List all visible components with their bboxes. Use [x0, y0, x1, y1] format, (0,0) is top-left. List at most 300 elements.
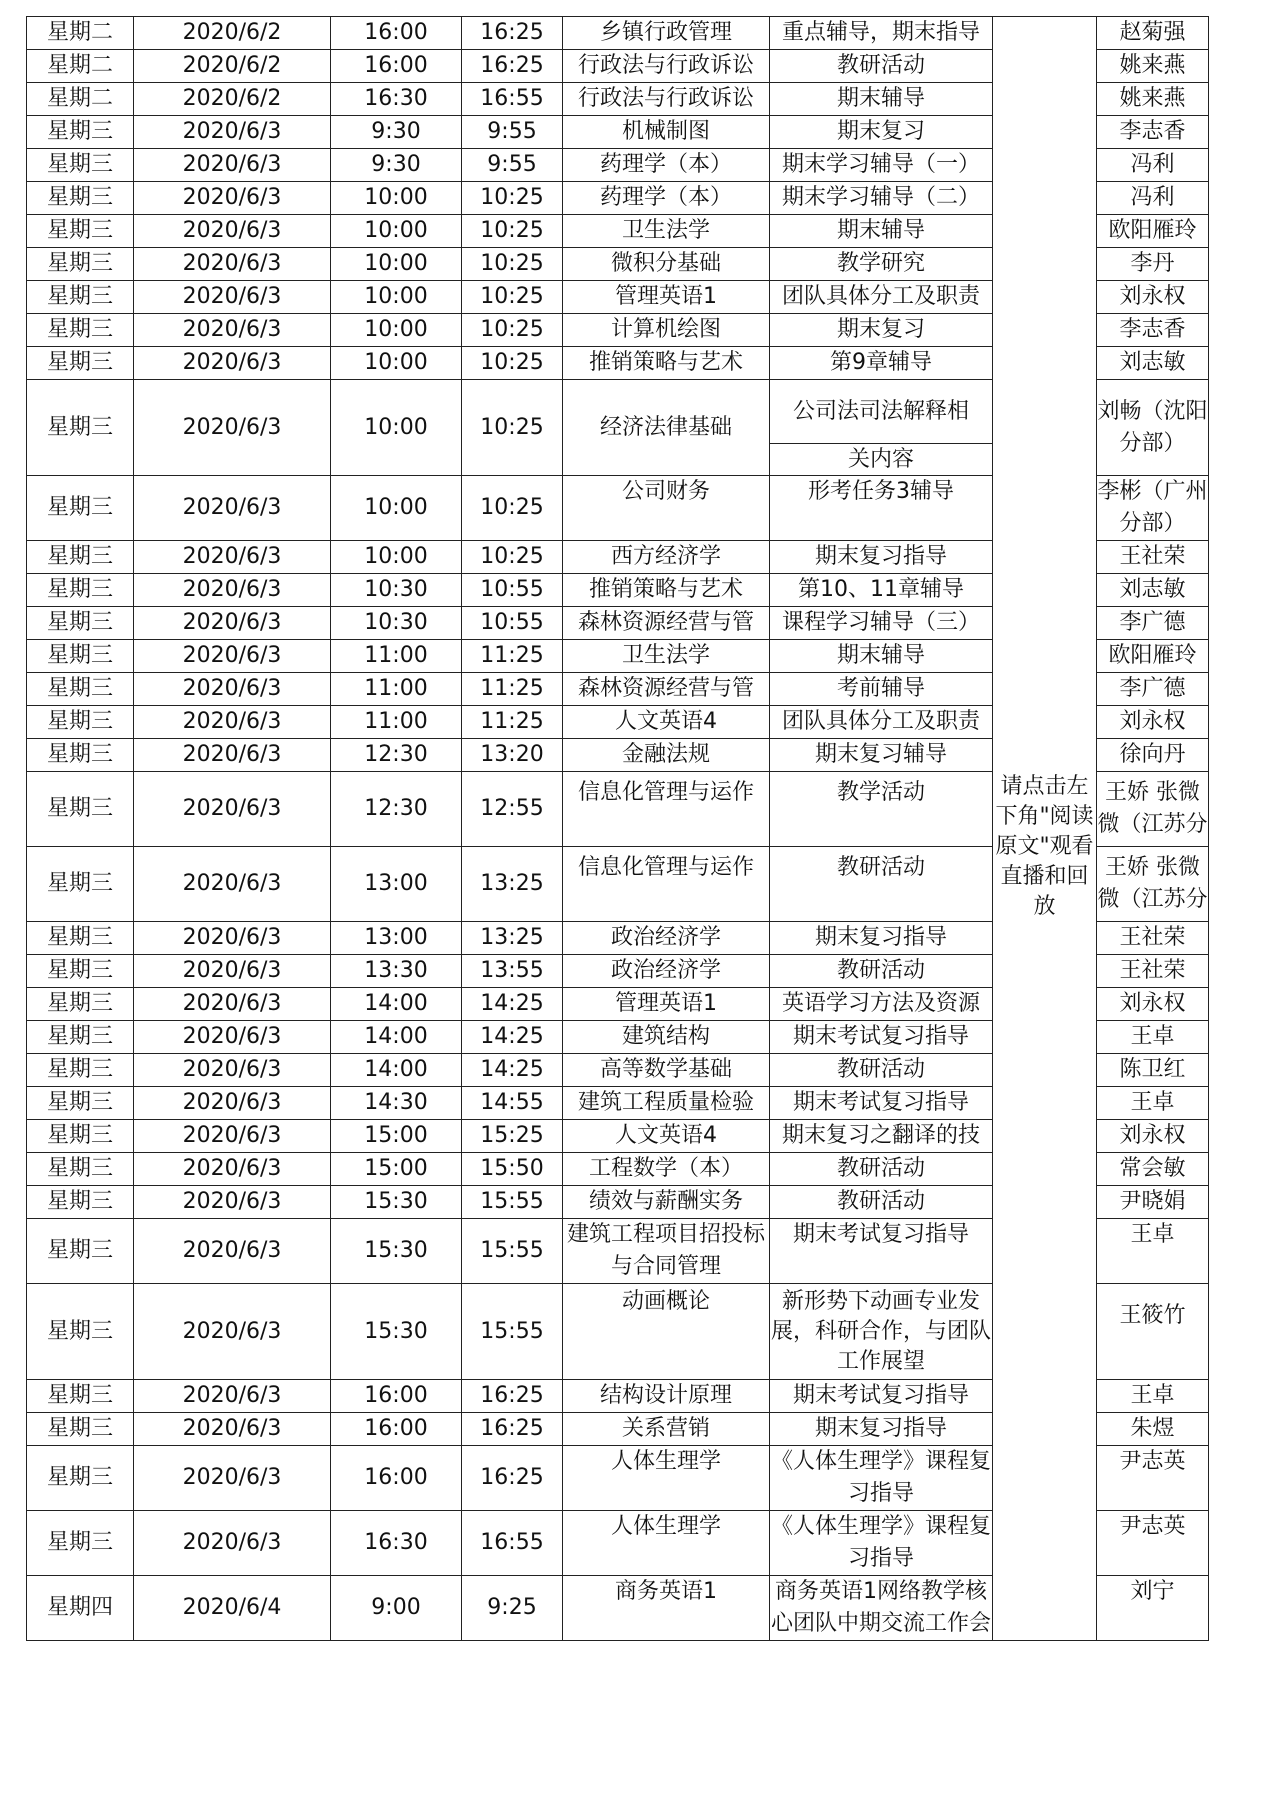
day-cell: 星期三: [27, 1446, 134, 1511]
date-cell: 2020/6/3: [134, 281, 331, 314]
table-row: [27, 1021, 1209, 1054]
teacher-text: 王社荣: [1119, 958, 1186, 983]
end-cell: 10:25: [462, 541, 563, 574]
content-cell: [770, 739, 993, 772]
start-cell: 13:00: [331, 922, 462, 955]
content-text: 教学活动: [836, 780, 925, 805]
start-cell: 16:00: [331, 1446, 462, 1511]
course-cell: [563, 215, 770, 248]
content-cell: [770, 1219, 993, 1284]
table-row: [27, 50, 1209, 83]
note-gap-cell: [993, 149, 1097, 182]
teacher-cell: [1097, 116, 1209, 149]
teacher-cell: [1097, 1511, 1209, 1576]
content-text: 期末复习: [836, 119, 925, 144]
course-text: 森林资源经营与管: [577, 610, 754, 635]
content-cell: [770, 1413, 993, 1446]
teacher-cell: [1097, 83, 1209, 116]
note-gap-cell: [993, 1186, 1097, 1219]
note-gap-cell: [993, 444, 1097, 476]
day-cell: 星期三: [27, 640, 134, 673]
course-text: 管理英语1: [615, 284, 717, 309]
teacher-text: 王筱竹: [1119, 1302, 1186, 1328]
start-cell: 15:00: [331, 1153, 462, 1186]
note-gap-cell: [993, 17, 1097, 50]
course-cell: 经济法律基础: [563, 380, 770, 476]
content-cell: [770, 50, 993, 83]
course-text: 信息化管理与运作: [577, 855, 754, 880]
table-row: [27, 314, 1209, 347]
teacher-cell: [1097, 607, 1209, 640]
note-gap-cell: [993, 1380, 1097, 1413]
content-cell: [770, 1380, 993, 1413]
teacher-cell: [1097, 149, 1209, 182]
course-text: 行政法与行政诉讼: [577, 53, 754, 78]
day-cell: 星期三: [27, 1153, 134, 1186]
content-cell: [770, 281, 993, 314]
course-cell: [563, 739, 770, 772]
course-text: 计算机绘图: [610, 317, 721, 342]
content-cell: [770, 83, 993, 116]
content-text: 重点辅导，期末指导: [781, 20, 980, 45]
note-gap-cell: [993, 1219, 1097, 1284]
content-cell: [770, 347, 993, 380]
content-text: 期末复习指导: [814, 544, 947, 569]
note-gap-cell: [993, 83, 1097, 116]
content-cell: [770, 640, 993, 673]
table-row: [27, 1511, 1209, 1576]
day-cell: 星期三: [27, 739, 134, 772]
start-cell: 10:00: [331, 476, 462, 541]
end-cell: 16:25: [462, 17, 563, 50]
note-gap-cell: [993, 607, 1097, 640]
note-gap-cell: [993, 1087, 1097, 1120]
course-cell: [563, 1284, 770, 1380]
note-gap-cell: [993, 1446, 1097, 1511]
start-cell: 15:00: [331, 1120, 462, 1153]
course-cell: [563, 83, 770, 116]
teacher-text: 王社荣: [1119, 544, 1186, 569]
day-cell: 星期三: [27, 1380, 134, 1413]
end-cell: 9:55: [462, 149, 563, 182]
content-cell: [770, 1284, 993, 1380]
date-cell: 2020/6/3: [134, 541, 331, 574]
day-cell: 星期三: [27, 922, 134, 955]
start-cell: 10:30: [331, 574, 462, 607]
course-cell: [563, 1087, 770, 1120]
teacher-text: 李志香: [1119, 119, 1186, 144]
course-text: 政治经济学: [610, 925, 721, 950]
course-text: 人体生理学: [610, 1449, 721, 1474]
course-text: 森林资源经营与管: [577, 676, 754, 701]
teacher-text: 刘宁: [1130, 1579, 1175, 1604]
date-cell: 2020/6/3: [134, 149, 331, 182]
day-cell: 星期三: [27, 1087, 134, 1120]
table-row: [27, 1413, 1209, 1446]
content-cell: [770, 988, 993, 1021]
date-cell: 2020/6/3: [134, 988, 331, 1021]
table-row: [27, 1380, 1209, 1413]
end-cell: 14:25: [462, 1021, 563, 1054]
content-text: 教研活动: [836, 1156, 925, 1181]
day-cell: 星期三: [27, 1186, 134, 1219]
day-cell: 星期三: [27, 955, 134, 988]
course-text: 人体生理学: [610, 1514, 721, 1539]
end-cell: 10:55: [462, 574, 563, 607]
content-cell: [770, 1511, 993, 1576]
content-text: 课程学习辅导（三）: [781, 610, 980, 635]
note-gap-cell: [993, 1021, 1097, 1054]
course-text: 建筑结构: [621, 1024, 710, 1049]
course-text: 金融法规: [621, 742, 710, 767]
teacher-text: 尹志英: [1119, 1514, 1186, 1539]
table-row: [27, 706, 1209, 739]
start-cell: 9:00: [331, 1576, 462, 1641]
date-cell: 2020/6/3: [134, 922, 331, 955]
end-cell: 10:25: [462, 215, 563, 248]
course-cell: [563, 281, 770, 314]
content-cell: [770, 248, 993, 281]
start-cell: 15:30: [331, 1186, 462, 1219]
teacher-cell: [1097, 17, 1209, 50]
content-cell: [770, 149, 993, 182]
content-cell: [770, 1054, 993, 1087]
course-cell: [563, 673, 770, 706]
course-cell: [563, 248, 770, 281]
note-gap-cell: [993, 673, 1097, 706]
content-cell: [770, 607, 993, 640]
table-row: [27, 673, 1209, 706]
course-text: 关系营销: [621, 1416, 710, 1441]
content-cell: [770, 17, 993, 50]
content-cell: [770, 772, 993, 847]
note-gap-cell: [993, 116, 1097, 149]
teacher-cell: [1097, 955, 1209, 988]
schedule-body: [27, 17, 1209, 1641]
date-cell: 2020/6/3: [134, 574, 331, 607]
table-row: [27, 772, 1209, 847]
teacher-text: 欧阳雁玲: [1108, 643, 1197, 668]
teacher-cell: [1097, 1284, 1209, 1380]
teacher-text: 冯利: [1130, 185, 1175, 210]
teacher-text: 尹志英: [1119, 1449, 1186, 1474]
course-text: 卫生法学: [621, 218, 710, 243]
table-row: [27, 1153, 1209, 1186]
start-cell: 12:30: [331, 739, 462, 772]
day-cell: 星期三: [27, 215, 134, 248]
start-cell: 15:30: [331, 1219, 462, 1284]
content-cell: 公司法司法解释相: [770, 380, 993, 444]
end-cell: 15:25: [462, 1120, 563, 1153]
teacher-cell: [1097, 314, 1209, 347]
content-text: 期末考试复习指导: [792, 1090, 969, 1115]
date-cell: 2020/6/3: [134, 1284, 331, 1380]
end-cell: 16:25: [462, 1446, 563, 1511]
teacher-cell: [1097, 1087, 1209, 1120]
date-cell: 2020/6/3: [134, 1153, 331, 1186]
course-cell: [563, 1413, 770, 1446]
note-gap-cell: [993, 739, 1097, 772]
course-text: 西方经济学: [610, 544, 721, 569]
end-cell: 10:25: [462, 380, 563, 476]
date-cell: 2020/6/3: [134, 215, 331, 248]
date-cell: 2020/6/3: [134, 772, 331, 847]
note-gap-cell: [993, 50, 1097, 83]
content-cell: [770, 1021, 993, 1054]
end-cell: 15:50: [462, 1153, 563, 1186]
teacher-cell: [1097, 347, 1209, 380]
end-cell: 13:25: [462, 847, 563, 922]
teacher-text: 姚来燕: [1119, 53, 1186, 78]
date-cell: 2020/6/3: [134, 1219, 331, 1284]
table-row: [27, 248, 1209, 281]
table-row: [27, 574, 1209, 607]
content-text: 期末复习指导: [814, 925, 947, 950]
teacher-text: 刘畅（沈阳分部）: [1097, 398, 1208, 456]
note-gap-cell: [993, 182, 1097, 215]
content-text: 《人体生理学》课程复习指导: [770, 1514, 991, 1571]
note-gap-cell: [993, 314, 1097, 347]
teacher-text: 刘永权: [1119, 284, 1186, 309]
start-cell: 12:30: [331, 772, 462, 847]
course-text: 微积分基础: [610, 251, 721, 276]
teacher-text: 王娇 张微微（江苏分: [1097, 855, 1208, 912]
date-cell: 2020/6/3: [134, 476, 331, 541]
course-text: 推销策略与艺术: [588, 577, 743, 602]
teacher-text: 刘永权: [1119, 991, 1186, 1016]
course-text: 人文英语4: [615, 1123, 717, 1148]
course-text: 信息化管理与运作: [577, 780, 754, 805]
start-cell: 15:30: [331, 1284, 462, 1380]
content-text: 期末考试复习指导: [792, 1383, 969, 1408]
teacher-text: 朱煜: [1130, 1416, 1175, 1441]
content-cell: [770, 476, 993, 541]
course-cell: [563, 1120, 770, 1153]
start-cell: 10:00: [331, 541, 462, 574]
teacher-cell: [1097, 281, 1209, 314]
date-cell: 2020/6/3: [134, 248, 331, 281]
teacher-cell: [1097, 706, 1209, 739]
day-cell: 星期三: [27, 1219, 134, 1284]
content-cell: [770, 1120, 993, 1153]
course-cell: [563, 1380, 770, 1413]
content-text: 教学研究: [836, 251, 925, 276]
table-row: [27, 739, 1209, 772]
course-cell: [563, 314, 770, 347]
content-cell: [770, 574, 993, 607]
course-cell: [563, 847, 770, 922]
date-cell: 2020/6/3: [134, 673, 331, 706]
day-cell: 星期四: [27, 1576, 134, 1641]
course-text: 工程数学（本）: [588, 1156, 743, 1181]
table-row: [27, 1186, 1209, 1219]
teacher-cell: [1097, 541, 1209, 574]
day-cell: 星期三: [27, 1120, 134, 1153]
content-text: 考前辅导: [836, 676, 925, 701]
course-cell: [563, 50, 770, 83]
content-text: 期末复习指导: [814, 1416, 947, 1441]
content-text: 期末考试复习指导: [792, 1222, 969, 1247]
end-cell: 10:25: [462, 347, 563, 380]
note-gap-cell: [993, 1120, 1097, 1153]
table-row: [27, 347, 1209, 380]
course-text: 动画概论: [621, 1288, 710, 1314]
note-gap-cell: [993, 988, 1097, 1021]
note-gap-cell: [993, 347, 1097, 380]
course-cell: [563, 17, 770, 50]
content-text: 新形势下动画专业发展，科研合作，与团队工作展望: [770, 1288, 991, 1374]
teacher-cell: [1097, 1186, 1209, 1219]
end-cell: 15:55: [462, 1219, 563, 1284]
date-cell: 2020/6/3: [134, 1446, 331, 1511]
table-row: [27, 380, 1209, 444]
content-text: 期末考试复习指导: [792, 1024, 969, 1049]
course-cell: [563, 1153, 770, 1186]
start-cell: 16:00: [331, 1413, 462, 1446]
course-cell: [563, 1511, 770, 1576]
end-cell: 16:25: [462, 1380, 563, 1413]
course-text: 绩效与薪酬实务: [588, 1189, 743, 1214]
table-row: [27, 955, 1209, 988]
start-cell: 10:30: [331, 607, 462, 640]
teacher-text: 姚来燕: [1119, 86, 1186, 111]
teacher-cell: [1097, 1219, 1209, 1284]
date-cell: 2020/6/2: [134, 50, 331, 83]
table-row: [27, 1219, 1209, 1284]
start-cell: 14:00: [331, 1021, 462, 1054]
table-row: [27, 1087, 1209, 1120]
note-gap-cell: [993, 640, 1097, 673]
start-cell: 10:00: [331, 248, 462, 281]
start-cell: 10:00: [331, 380, 462, 476]
teacher-text: 陈卫红: [1119, 1057, 1186, 1082]
end-cell: 11:25: [462, 706, 563, 739]
course-cell: [563, 1186, 770, 1219]
course-cell: [563, 988, 770, 1021]
content-cell: [770, 116, 993, 149]
date-cell: 2020/6/3: [134, 607, 331, 640]
course-text: 结构设计原理: [599, 1383, 732, 1408]
teacher-cell: [1097, 1120, 1209, 1153]
course-cell: [563, 116, 770, 149]
table-row: [27, 988, 1209, 1021]
content-text: 期末学习辅导（一）: [781, 152, 980, 177]
note-gap-cell: [993, 248, 1097, 281]
teacher-text: 王娇 张微微（江苏分: [1097, 780, 1208, 837]
table-row: [27, 640, 1209, 673]
end-cell: 15:55: [462, 1284, 563, 1380]
table-row: [27, 182, 1209, 215]
end-cell: 13:55: [462, 955, 563, 988]
content-cell: [770, 1576, 993, 1641]
teacher-text: 李彬（广州分部）: [1097, 479, 1208, 536]
course-cell: [563, 640, 770, 673]
day-cell: 星期三: [27, 380, 134, 476]
start-cell: 10:00: [331, 314, 462, 347]
end-cell: 12:55: [462, 772, 563, 847]
day-cell: 星期三: [27, 988, 134, 1021]
note-gap-cell: [993, 574, 1097, 607]
start-cell: 13:30: [331, 955, 462, 988]
end-cell: 13:20: [462, 739, 563, 772]
date-cell: 2020/6/3: [134, 1087, 331, 1120]
content-text: 期末复习: [836, 317, 925, 342]
course-text: 公司财务: [621, 479, 710, 504]
content-text: 教研活动: [836, 1189, 925, 1214]
content-text: 教研活动: [836, 855, 925, 880]
teacher-text: 王卓: [1130, 1222, 1175, 1247]
course-cell: [563, 1054, 770, 1087]
day-cell: 星期三: [27, 281, 134, 314]
day-cell: 星期三: [27, 182, 134, 215]
end-cell: 16:55: [462, 1511, 563, 1576]
teacher-cell: [1097, 640, 1209, 673]
date-cell: 2020/6/3: [134, 1186, 331, 1219]
date-cell: 2020/6/3: [134, 706, 331, 739]
date-cell: 2020/6/3: [134, 640, 331, 673]
teacher-cell: [1097, 1153, 1209, 1186]
teacher-cell: [1097, 574, 1209, 607]
date-cell: 2020/6/3: [134, 1120, 331, 1153]
end-cell: 14:55: [462, 1087, 563, 1120]
course-cell: [563, 149, 770, 182]
teacher-text: 欧阳雁玲: [1108, 218, 1197, 243]
content-text: 英语学习方法及资源: [781, 991, 980, 1016]
day-cell: 星期三: [27, 706, 134, 739]
teacher-cell: [1097, 1413, 1209, 1446]
start-cell: 16:30: [331, 1511, 462, 1576]
teacher-text: 刘志敏: [1119, 577, 1186, 602]
day-cell: 星期三: [27, 149, 134, 182]
table-row: [27, 1054, 1209, 1087]
content-cell: 关内容: [770, 444, 993, 476]
day-cell: 星期三: [27, 1511, 134, 1576]
day-cell: 星期三: [27, 116, 134, 149]
teacher-text: 王社荣: [1119, 925, 1186, 950]
teacher-cell: [1097, 1380, 1209, 1413]
note-gap-cell: [993, 215, 1097, 248]
date-cell: 2020/6/3: [134, 847, 331, 922]
day-cell: 星期三: [27, 1284, 134, 1380]
table-row: [27, 476, 1209, 541]
teacher-cell: [1097, 215, 1209, 248]
teacher-cell: [1097, 772, 1209, 847]
end-cell: 16:25: [462, 1413, 563, 1446]
start-cell: 14:00: [331, 1054, 462, 1087]
teacher-cell: [1097, 182, 1209, 215]
content-text: 教研活动: [836, 53, 925, 78]
note-gap-cell: [993, 281, 1097, 314]
content-text: 教研活动: [836, 1057, 925, 1082]
day-cell: 星期三: [27, 1054, 134, 1087]
note-cell: 请点击左下角"阅读原文"观看直播和回放: [993, 772, 1097, 922]
content-cell: [770, 541, 993, 574]
content-text: 第9章辅导: [830, 350, 932, 375]
date-cell: 2020/6/2: [134, 83, 331, 116]
end-cell: 9:25: [462, 1576, 563, 1641]
teacher-text: 王卓: [1130, 1383, 1175, 1408]
course-cell: [563, 1219, 770, 1284]
content-text: 教研活动: [836, 958, 925, 983]
table-row: [27, 1576, 1209, 1641]
day-cell: 星期三: [27, 248, 134, 281]
start-cell: 11:00: [331, 706, 462, 739]
content-cell: [770, 1087, 993, 1120]
note-gap-cell: [993, 955, 1097, 988]
course-cell: [563, 772, 770, 847]
teacher-text: 李丹: [1130, 251, 1175, 276]
course-cell: [563, 574, 770, 607]
